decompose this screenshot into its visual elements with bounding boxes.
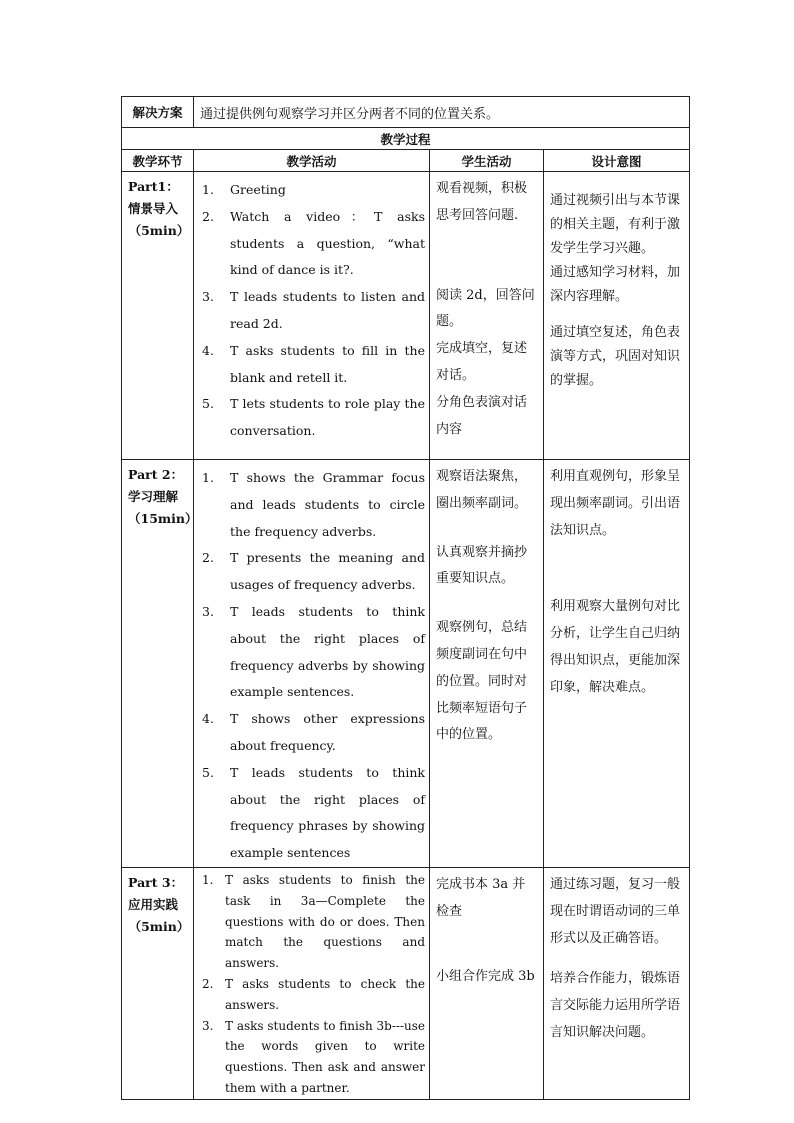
student-cell: [430, 172, 544, 460]
design-intent: 利用直观例句，形象呈现出频率副词。引出语法知识点。: [550, 469, 681, 538]
student-activity: 完成填空，复述对话。: [436, 341, 528, 383]
activity-item: 5. T leads students to think about the right places of frequency phrases by showing example sentences: [202, 764, 425, 861]
solution-row: [122, 97, 690, 128]
student-activity: 分角色表演对话内容: [436, 394, 528, 437]
student-activity: 小组合作完成 3b: [436, 968, 535, 984]
student-activity: 观看视频，积极思考回答问题.: [436, 181, 528, 223]
part-title: Part 3：: [128, 874, 184, 890]
part-time: （5min）: [128, 918, 190, 934]
student-activity: 观察语法聚焦，圈出频率副词。: [436, 469, 528, 511]
student-activity: 观察例句，总结频度副词在句中的位置。同时对比频率短语句子中的位置。: [436, 620, 528, 743]
activity-item: 2. Watch a video：T asks students a question, “what kind of dance is it?.: [202, 208, 425, 278]
process-title-row: [122, 128, 690, 150]
part-name: 学习理解: [128, 489, 179, 504]
part-name: 应用实践: [128, 896, 179, 912]
design-cell: [544, 867, 690, 1099]
part-name: 情景导入: [128, 201, 179, 216]
activity-cell: [194, 460, 430, 868]
solution-label: 解决方案: [122, 97, 194, 128]
part-row: [122, 460, 690, 868]
part-time: （15min）: [128, 511, 198, 526]
activity-item: 2. T presents the meaning and usages of frequency adverbs.: [202, 550, 425, 593]
activity-item: 3. T asks students to finish 3b---use the words given to write questions. Then ask and answer them with a partner.: [202, 1018, 425, 1095]
design-intent: 培养合作能力，锻炼语言交际能力运用所学语言知识解决问题。: [550, 971, 681, 1040]
part-stage-cell: [122, 867, 194, 1099]
student-activity: 认真观察并摘抄重要知识点。: [436, 544, 528, 587]
part-stage-cell: [122, 172, 194, 460]
activity-cell: [194, 172, 430, 460]
activity-cell: [194, 867, 430, 1099]
part-stage-cell: [122, 460, 198, 868]
student-cell: [430, 460, 544, 868]
part-row: [122, 172, 690, 460]
design-intent: 利用观察大量例句对比分析，让学生自己归纳得出知识点，更能加深印象，解决难点。: [550, 599, 681, 695]
design-intent: 通过填空复述，角色表演等方式，巩固对知识的掌握。: [550, 325, 681, 388]
activity-item: 1. T shows the Grammar focus and leads students to circle the frequency adverbs.: [202, 470, 425, 539]
activity-item: 5. T lets students to role play the conversation.: [202, 396, 425, 439]
design-cell: [544, 172, 690, 460]
header-design: 设计意图: [544, 150, 690, 172]
header-stage: 教学环节: [122, 150, 194, 172]
design-intent: 通过练习题，复习一般现在时谓语动词的三单形式以及正确答语。: [550, 876, 681, 946]
header-student: 学生活动: [430, 150, 544, 172]
solution-text: 通过提供例句观察学习并区分两者不同的位置关系。: [194, 97, 690, 128]
header-activity: 教学活动: [194, 150, 430, 172]
design-intent: 通过视频引出与本节课的相关主题，有利于激发学生学习兴趣。: [550, 193, 681, 256]
student-activity: 完成书本 3a 并检查: [436, 876, 526, 919]
header-row: [122, 150, 690, 172]
lesson-plan-table: [121, 96, 690, 1100]
student-activity: 阅读 2d，回答问题。: [436, 287, 535, 330]
student-cell: [430, 867, 544, 1099]
activity-item: 4. T shows other expressions about frequency.: [202, 711, 425, 753]
part-title: Part 2：: [128, 467, 184, 482]
design-cell: [544, 460, 690, 868]
activity-item: 4. T asks students to fill in the blank and retell it.: [202, 342, 425, 385]
part-row: [122, 867, 690, 1099]
activity-item: 3. T leads students to think about the right places of frequency adverbs by showing example sentences.: [202, 603, 425, 700]
process-title: 教学过程: [122, 128, 690, 150]
part-title: Part1：: [128, 179, 179, 194]
activity-item: 3. T leads students to listen and read 2d.: [202, 289, 425, 331]
activity-item: 1. Greeting: [202, 182, 286, 197]
design-intent: 通过感知学习材料，加深内容理解。: [550, 265, 681, 304]
part-time: （5min）: [128, 223, 190, 238]
activity-item: 1. T asks students to finish the task in 3a—Complete the questions with do or does. Then match the questions and answers.: [202, 872, 425, 971]
activity-item: 2. T asks students to check the answers.: [202, 976, 425, 1012]
